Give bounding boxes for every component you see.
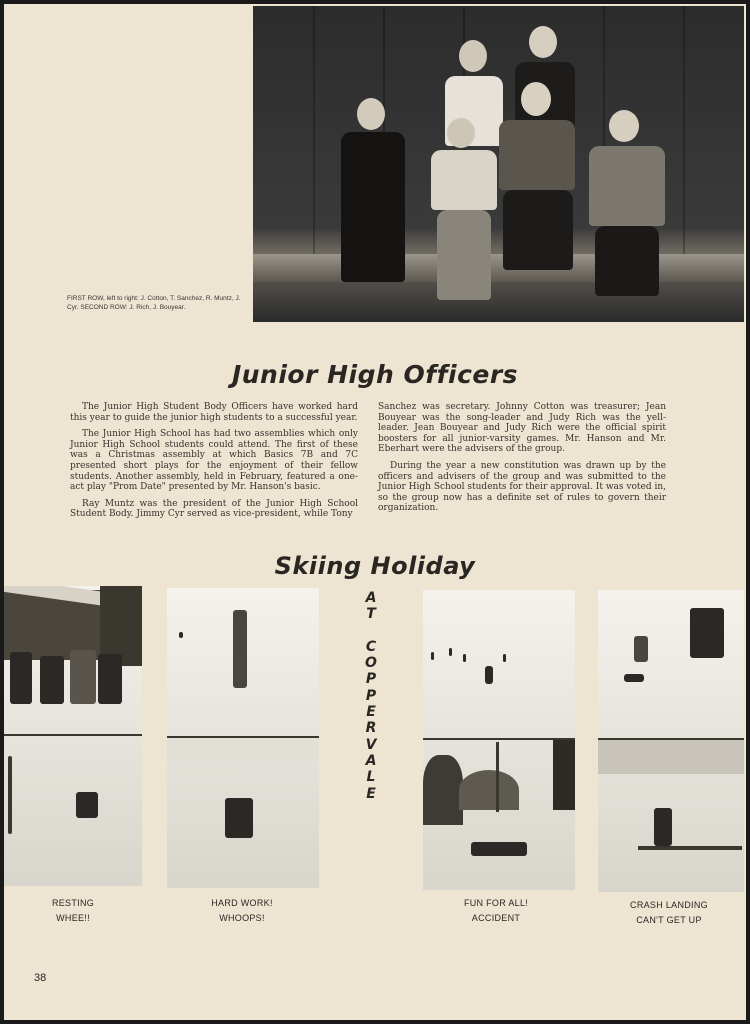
yearbook-page <box>4 4 746 1020</box>
vertical-location-text: A T C O P P E R V A L E <box>365 590 377 802</box>
article-paragraph: Sanchez was secretary. Johnny Cotton was treasurer; Jean Bouyear was the song-leader and Judy Rich was the yell-leader. Jean Bouyear and Judy Rich were the official spirit boosters for all junior-varsity games. Mr. Hanson and Mr. Eberhart were the advisers of the group. <box>378 402 666 455</box>
article-paragraph: During the year a new constitution was drawn up by the officers and advisers of the group and was submitted to the Junior High School students for their approval. It was voted in, so the group now has a definite set of rules to govern their organization. <box>378 460 666 514</box>
group-photo-caption: FIRST ROW, left to right: J. Cotton, T. Sanchez, R. Muntz, J. Cyr. SECOND ROW: J. Rich, J. Bouyear. <box>67 295 241 311</box>
ski-caption-4: CRASH LANDING CAN'T GET UP <box>630 900 708 925</box>
ski-photo-fun-for-all <box>423 590 575 890</box>
article-paragraph: Ray Muntz was the president of the Junior High School Student Body. Jimmy Cyr served as vice-president, while Tony <box>70 498 358 520</box>
ski-photo-resting <box>4 586 142 886</box>
article-paragraph: The Junior High School has had two assemblies which only Junior High School students could attend. The first of these was a Christmas assembly at which Basics 7B and 7C presented short plays for the enjoyment of their fellow students. Another assembly, held in February, featured a one-act play "Prom Date" presented by Mr. Hanson's basic. <box>70 429 358 493</box>
ski-photo-hard-work <box>167 588 319 888</box>
page-number: 38 <box>34 972 47 984</box>
ski-caption-2: HARD WORK! WHOOPS! <box>211 898 273 923</box>
ski-caption-1: RESTING WHEE!! <box>51 898 95 923</box>
officers-group-photo <box>253 6 744 322</box>
article-right-column <box>378 402 666 520</box>
officers-title: Junior High Officers <box>231 360 519 389</box>
article-paragraph: The Junior High Student Body Officers have worked hard this year to guide the junior high students to a successful year. <box>70 402 358 423</box>
skiing-title: Skiing Holiday <box>274 552 476 580</box>
ski-caption-3: FUN FOR ALL! ACCIDENT <box>463 898 529 923</box>
article-left-column <box>70 402 358 526</box>
ski-photo-crash-landing <box>598 590 744 892</box>
